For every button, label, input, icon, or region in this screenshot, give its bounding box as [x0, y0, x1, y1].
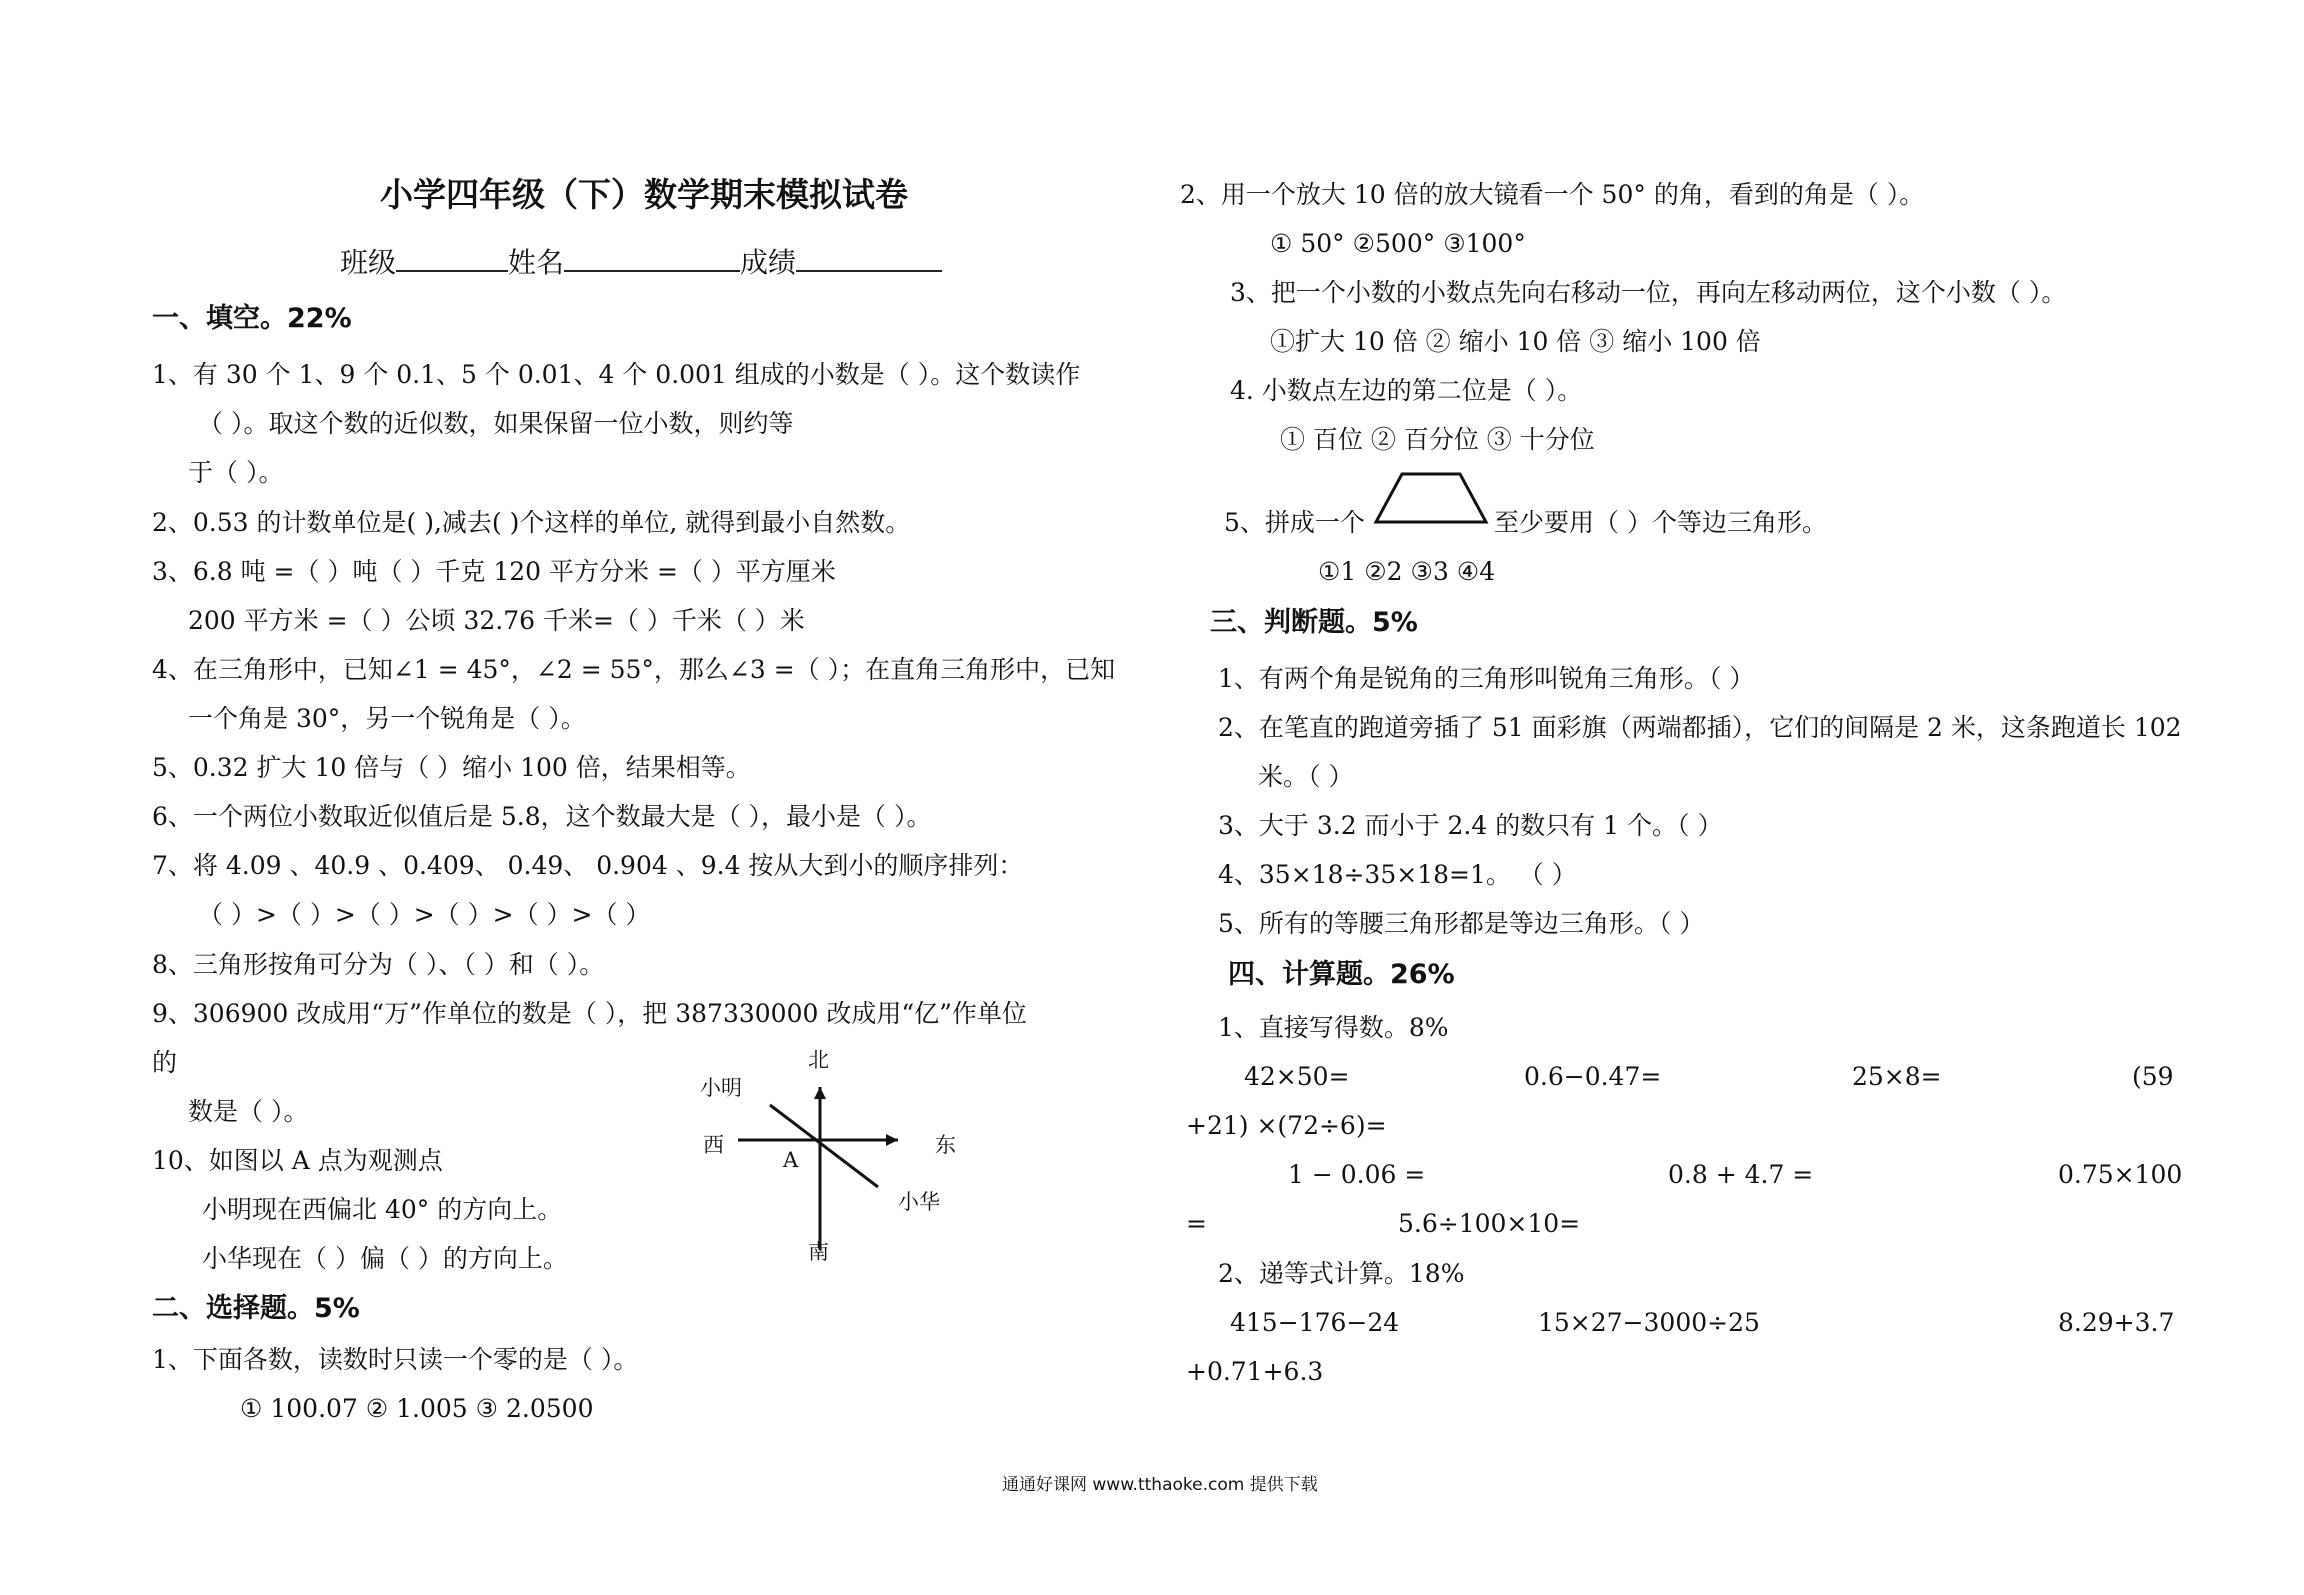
q9-line1: 9、306900 改成用“万”作单位的数是（ ），把 387330000 改成用“亿”作单位	[152, 999, 1027, 1028]
q9-line3: 数是（ ）。	[188, 1097, 309, 1126]
q8: 8、三角形按角可分为（ ）、（ ）和（ ）。	[152, 950, 605, 979]
q5: 5、0.32 扩大 10 倍与（ ）缩小 100 倍，结果相等。	[152, 753, 751, 782]
direction-line	[770, 1105, 878, 1187]
c4: 4. 小数点左边的第二位是（ ）。	[1230, 376, 1583, 405]
k1-r2: +21) ×(72÷6)=	[1186, 1111, 1387, 1140]
k1: 1、直接写得数。8%	[1218, 1013, 1449, 1042]
k2: 2、递等式计算。18%	[1218, 1259, 1465, 1288]
q4-line2: 一个角是 30°，另一个锐角是（ ）。	[188, 704, 586, 733]
section-calculation: 四、计算题。26%	[1228, 959, 1455, 990]
c4-options: ① 百位 ② 百分位 ③ 十分位	[1280, 425, 1595, 454]
q10-line3: 小华现在（ ）偏（ ）的方向上。	[202, 1244, 568, 1273]
j2-line2: 米。（ ）	[1258, 762, 1354, 791]
section-fill-in: 一、填空。22%	[152, 303, 352, 334]
south-label: 南	[808, 1240, 829, 1264]
north-label: 北	[808, 1048, 829, 1072]
q6: 6、一个两位小数取近似值后是 5.8，这个数最大是（ ），最小是（ ）。	[152, 802, 932, 831]
c1-options: ① 100.07 ② 1.005 ③ 2.0500	[240, 1394, 594, 1423]
c2-options: ① 50° ②500° ③100°	[1270, 229, 1526, 258]
k2-a: 415−176−24	[1230, 1308, 1400, 1337]
k2-b: 15×27−3000÷25	[1538, 1308, 1760, 1337]
k1-r1-d: (59	[2132, 1062, 2174, 1091]
c1: 1、下面各数，读数时只读一个零的是（ ）。	[152, 1345, 639, 1374]
q7-line2: （ ）>（ ）>（ ）>（ ）>（ ）>（ ）	[198, 900, 651, 929]
c3: 3、把一个小数的小数点先向右移动一位，再向左移动两位，这个小数（ ）。	[1230, 278, 2067, 307]
name-blank[interactable]	[564, 246, 740, 272]
trapezoid-shape	[1372, 470, 1492, 530]
k1-r3-c: 0.75×100	[2058, 1160, 2183, 1189]
q3-line2: 200 平方米 =（ ）公顷 32.76 千米=（ ）千米（ ）米	[188, 606, 805, 635]
q10-line2: 小明现在西偏北 40° 的方向上。	[202, 1195, 563, 1224]
c2: 2、用一个放大 10 倍的放大镜看一个 50° 的角，看到的角是（ ）。	[1180, 180, 1925, 209]
footer-note: 通通好课网 www.tthaoke.com 提供下载	[1002, 1475, 1318, 1495]
xiaohua-label: 小华	[898, 1190, 940, 1214]
k1-r1-a: 42×50=	[1244, 1062, 1350, 1091]
k1-r3-a: 1 − 0.06 =	[1288, 1160, 1426, 1189]
section-choice: 二、选择题。5%	[152, 1293, 360, 1324]
class-label: 班级	[340, 246, 397, 279]
c5-part1: 5、拼成一个	[1224, 508, 1365, 537]
q1-line2: （ ）。取这个数的近似数，如果保留一位小数，则约等	[198, 409, 794, 438]
c5-options: ①1 ②2 ③3 ④4	[1318, 557, 1496, 586]
class-blank[interactable]	[396, 246, 508, 272]
score-label: 成绩	[740, 246, 797, 279]
j1: 1、有两个角是锐角的三角形叫锐角三角形。（ ）	[1218, 664, 1755, 693]
compass-diagram	[730, 1075, 930, 1275]
k2-d: +0.71+6.3	[1186, 1357, 1324, 1386]
xiaoming-label: 小明	[700, 1076, 742, 1100]
student-info-row	[340, 246, 942, 280]
c3-options: ①扩大 10 倍 ② 缩小 10 倍 ③ 缩小 100 倍	[1270, 327, 1761, 356]
q9-line2: 的	[152, 1048, 178, 1077]
q1-line3: 于（ ）。	[188, 458, 284, 487]
q7-line1: 7、将 4.09 、40.9 、0.409、 0.49、 0.904 、9.4 按从大到小的顺序排列：	[152, 851, 1024, 880]
q3-line1: 3、6.8 吨 =（ ）吨（ ）千克 120 平方分米 =（ ）平方厘米	[152, 557, 836, 586]
j3: 3、大于 3.2 而小于 2.4 的数只有 1 个。（ ）	[1218, 811, 1723, 840]
q2: 2、0.53 的计数单位是( ),减去( )个这样的单位, 就得到最小自然数。	[152, 508, 911, 537]
score-blank[interactable]	[796, 246, 942, 272]
j5: 5、所有的等腰三角形都是等边三角形。（ ）	[1218, 909, 1705, 938]
q4-line1: 4、在三角形中，已知∠1 = 45°，∠2 = 55°，那么∠3 =（ ）；在直角三角形中，已知	[152, 655, 1116, 684]
k1-r4-a: =	[1186, 1209, 1207, 1238]
name-label: 姓名	[508, 246, 565, 279]
page-title: 小学四年级（下）数学期末模拟试卷	[380, 175, 908, 214]
k1-r4-b: 5.6÷100×10=	[1398, 1209, 1581, 1238]
k2-c: 8.29+3.7	[2058, 1308, 2175, 1337]
section-judgement: 三、判断题。5%	[1210, 607, 1418, 638]
c5-part2: 至少要用（ ）个等边三角形。	[1494, 508, 1827, 537]
k1-r3-b: 0.8 + 4.7 =	[1668, 1160, 1814, 1189]
west-label: 西	[703, 1133, 724, 1157]
q10-line1: 10、如图以 A 点为观测点	[152, 1146, 443, 1175]
k1-r1-c: 25×8=	[1852, 1062, 1942, 1091]
q1-line1: 1、有 30 个 1、9 个 0.1、5 个 0.01、4 个 0.001 组成的小数是（ ）。这个数读作	[152, 360, 1081, 389]
east-label: 东	[935, 1133, 956, 1157]
j4: 4、35×18÷35×18=1。 （ ）	[1218, 860, 1577, 889]
j2-line1: 2、在笔直的跑道旁插了 51 面彩旗（两端都插），它们的间隔是 2 米，这条跑道长 102	[1218, 713, 2182, 742]
k1-r1-b: 0.6−0.47=	[1524, 1062, 1662, 1091]
point-a-label: A	[783, 1148, 799, 1172]
